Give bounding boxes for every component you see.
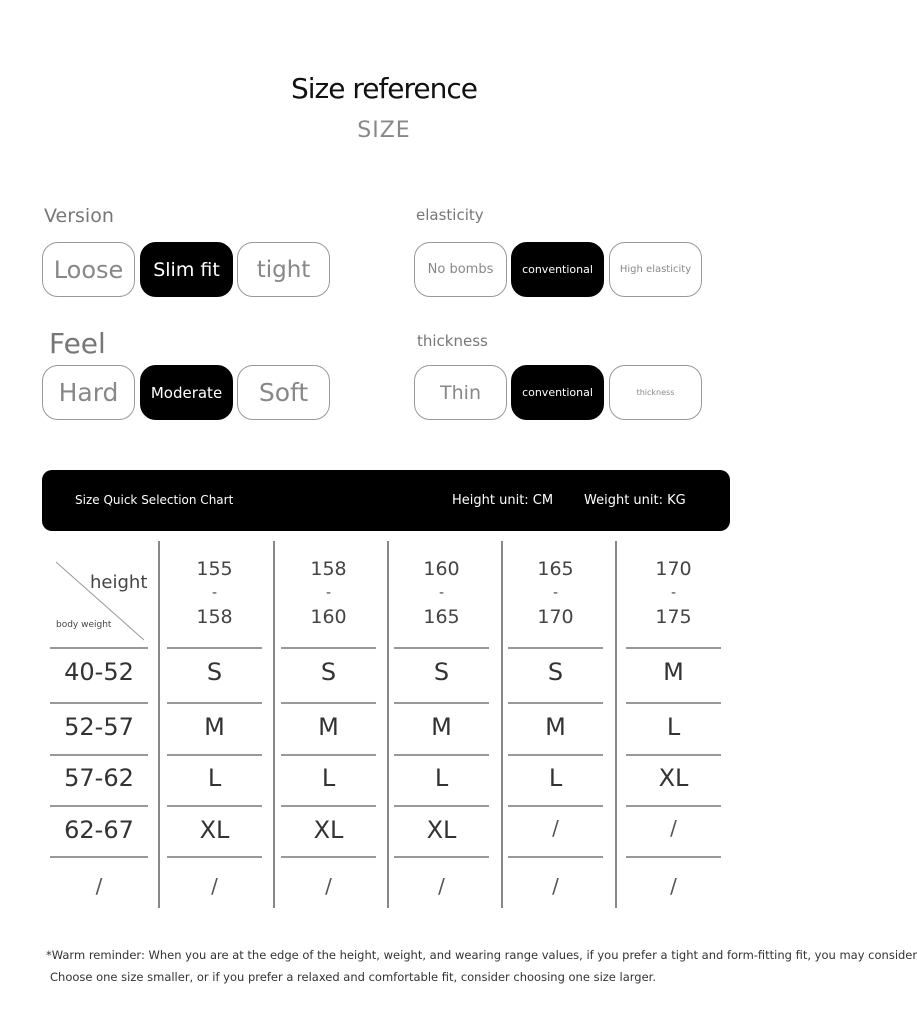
size-cell: S [433, 658, 450, 686]
feel-label: Feel [49, 327, 106, 360]
table-row-divider [626, 702, 721, 704]
weight-unit-label: Weight unit: KG [584, 493, 686, 508]
height-range-value: 160 [423, 558, 460, 580]
table-row-divider [281, 702, 376, 704]
version-option-loose[interactable]: Loose [42, 242, 135, 297]
corner-height-label: height [90, 572, 148, 593]
version-label: Version [44, 205, 114, 227]
table-column-divider [501, 541, 503, 908]
height-range-header [394, 557, 489, 629]
height-range-header [626, 557, 721, 629]
weight-range-cell: 52-57 [64, 713, 134, 741]
table-column-divider [615, 541, 617, 908]
size-cell: S [547, 658, 564, 686]
table-row-divider [167, 702, 262, 704]
size-chart-header-bar [42, 470, 730, 531]
size-cell: M [204, 713, 225, 741]
page-title: Size reference [290, 72, 478, 105]
height-range-header [167, 557, 262, 629]
table-row-divider [50, 647, 148, 649]
size-cell: / [670, 874, 677, 898]
table-row-divider [394, 805, 489, 807]
size-cell: / [552, 816, 559, 840]
table-row-divider [281, 754, 376, 756]
table-row-divider [50, 805, 148, 807]
feel-option-soft[interactable]: Soft [237, 365, 330, 420]
table-row-divider [508, 754, 603, 756]
table-row-divider [50, 702, 148, 704]
table-row-divider [50, 754, 148, 756]
weight-range-cell: 40-52 [64, 658, 134, 686]
table-column-divider [387, 541, 389, 908]
table-row-divider [626, 754, 721, 756]
height-range-value: 165 [423, 606, 460, 628]
warm-reminder-line1: *Warm reminder: When you are at the edge of the height, weight, and wearing range values, if you prefer a tight and form-fitting fit, you may consider [46, 948, 917, 962]
size-cell: / [670, 816, 677, 840]
weight-range-cell: 62-67 [64, 816, 134, 844]
weight-range-cell: / [95, 874, 103, 898]
table-row-divider [394, 856, 489, 858]
table-column-divider [273, 541, 275, 908]
elasticity-option-no-bombs[interactable]: No bombs [414, 242, 507, 297]
table-column-divider [158, 541, 160, 908]
height-range-value: 175 [655, 606, 692, 628]
table-row-divider [508, 702, 603, 704]
size-cell: / [211, 874, 218, 898]
corner-weight-label: body weight [56, 620, 112, 630]
height-range-value: 158 [310, 558, 347, 580]
height-range-header [281, 557, 376, 629]
size-cell: M [318, 713, 339, 741]
size-cell: M [663, 658, 684, 686]
table-row-divider [508, 856, 603, 858]
table-row-divider [281, 647, 376, 649]
height-range-value: 155 [196, 558, 233, 580]
weight-range-cell: 57-62 [64, 764, 134, 792]
feel-option-hard[interactable]: Hard [42, 365, 135, 420]
table-row-divider [394, 702, 489, 704]
table-row-divider [281, 805, 376, 807]
table-row-divider [626, 856, 721, 858]
height-range-dash: - [211, 585, 218, 601]
size-cell: S [206, 658, 223, 686]
table-row-divider [394, 647, 489, 649]
version-option-slim-fit[interactable]: Slim fit [140, 242, 233, 297]
size-cell: L [666, 713, 681, 741]
table-row-divider [167, 856, 262, 858]
table-row-divider [626, 647, 721, 649]
table-row-divider [508, 647, 603, 649]
table-row-divider [281, 856, 376, 858]
elasticity-label: elasticity [416, 206, 484, 224]
size-cell: M [431, 713, 452, 741]
table-row-divider [167, 754, 262, 756]
thickness-label: thickness [417, 332, 488, 350]
table-row-divider [167, 647, 262, 649]
size-cell: XL [426, 816, 457, 844]
table-row-divider [626, 805, 721, 807]
height-range-value: 170 [537, 606, 574, 628]
thickness-option-conventional[interactable]: conventional [511, 365, 604, 420]
warm-reminder-line2: Choose one size smaller, or if you prefer a relaxed and comfortable fit, consider choosing one size larger. [50, 970, 657, 984]
height-range-dash: - [438, 585, 445, 601]
size-cell: M [545, 713, 566, 741]
size-cell: XL [199, 816, 230, 844]
table-row-divider [508, 805, 603, 807]
height-range-value: 160 [310, 606, 347, 628]
height-range-value: 165 [537, 558, 574, 580]
size-cell: / [325, 874, 332, 898]
height-range-dash: - [325, 585, 332, 601]
height-range-dash: - [670, 585, 677, 601]
size-cell: / [552, 874, 559, 898]
thickness-option-thin[interactable]: Thin [414, 365, 507, 420]
size-cell: S [320, 658, 337, 686]
height-range-header [508, 557, 603, 629]
elasticity-option-high-elasticity[interactable]: High elasticity [609, 242, 702, 297]
size-cell: L [207, 764, 222, 792]
size-cell: XL [313, 816, 344, 844]
table-row-divider [394, 754, 489, 756]
page-subtitle: SIZE [357, 118, 411, 143]
version-option-tight[interactable]: tight [237, 242, 330, 297]
size-cell: / [438, 874, 445, 898]
thickness-option-thickness[interactable]: thickness [609, 365, 702, 420]
height-range-value: 170 [655, 558, 692, 580]
table-row-divider [50, 856, 148, 858]
size-cell: L [434, 764, 449, 792]
height-range-value: 158 [196, 606, 233, 628]
size-cell: L [321, 764, 336, 792]
table-row-divider [167, 805, 262, 807]
elasticity-option-conventional[interactable]: conventional [511, 242, 604, 297]
size-chart-title: Size Quick Selection Chart [75, 493, 234, 507]
height-unit-label: Height unit: CM [452, 493, 554, 508]
feel-option-moderate[interactable]: Moderate [140, 365, 233, 420]
size-cell: L [548, 764, 563, 792]
height-range-dash: - [552, 585, 559, 601]
size-cell: XL [658, 764, 689, 792]
